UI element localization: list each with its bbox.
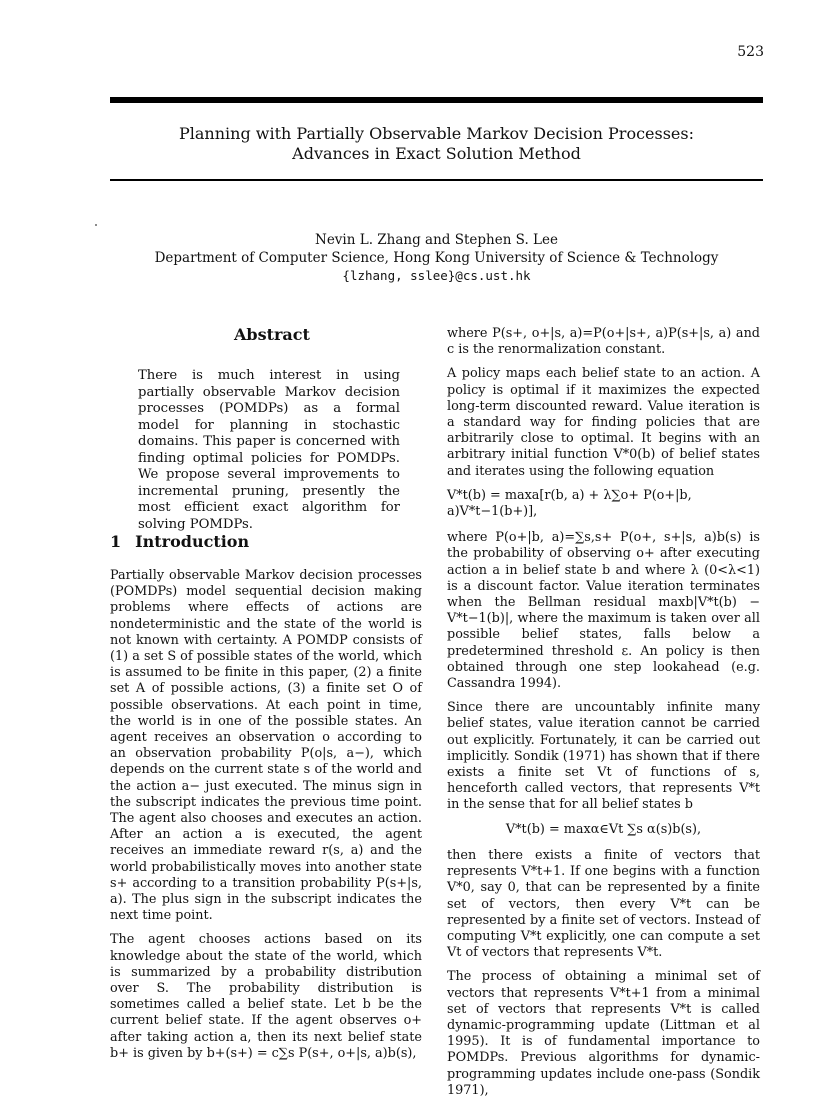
top-rule [110,97,763,103]
paragraph: A policy maps each belief state to an action. A policy is optimal if it maximizes the expected long-term discounted reward. Value iteration is a standard way for finding policies that are arbitrarily close to optimal. It begins with an arbitrary initial function V*0(b) of belief states and iterates using the following equation [447,366,760,479]
abstract-text: There is much interest in using partially observable Markov decision processes (POMDPs) as a formal model for planning in stochastic domains. This paper is concerned with finding optimal policies for POMDPs. We propose several improvements to incremental pruning, presently the most efficient exact algorithm for solving POMDPs. [138,368,400,532]
right-column [447,326,760,1107]
left-column [110,568,422,1070]
paragraph: then there exists a finite of vectors that represents V*t+1. If one begins with a function V*0, say 0, that can be represented by a finite set of vectors, then every V*t can be represented by a finite set of vectors. Instead of computing V*t explicitly, one can compute a set Vt of vectors that represents V*t. [447,847,760,961]
paragraph: Since there are uncountably infinite many belief states, value iteration cannot be carried out explicitly. Fortunately, it can be carried out implicitly. Sondik (1971) has shown that if there exists a finite set Vt of functions of s, henceforth called vectors, that represents V*t in the sense that for all belief states b [447,700,760,813]
author-names: Nevin L. Zhang and Stephen S. Lee [315,232,558,248]
page-number: 523 [737,44,764,60]
section-heading-introduction [110,532,249,551]
paragraph: where P(o+|b, a)=∑s,s+ P(o+, s+|s, a)b(s) is the probability of observing o+ after executing action a in belief state b and where λ (0<λ<1) is a discount factor. Value iteration terminates when the Bellman residual maxb|V*t(b) − V*t−1(b)|, where the maximum is taken over all possible belief states, falls below a predetermined threshold ε. An policy is then obtained through one step lookahead (e.g. Cassandra 1994). [447,530,760,692]
paragraph: The process of obtaining a minimal set of vectors that represents V*t+1 from a minimal set of vectors that represents V*t is called dynamic-programming update (Littman et al 1995). It is of fundamental importance to POMDPs. Previous algorithms for dynamic-programming updates include one-pass (Sondik 1971), [447,969,760,1098]
paper-title [110,124,763,164]
title-line-2: Advances in Exact Solution Method [292,144,581,163]
paragraph: The agent chooses actions based on its knowledge about the state of the world, which is summarized by a probability distribution over S. The probability distribution is sometimes called a belief state. Let b be the current belief state. If the agent observes o+ after taking action a, then its next belief state b+ is given by b+(s+) = c∑s P(s+, o+|s, a)b(s), [110,932,422,1061]
title-line-1: Planning with Partially Observable Markov Decision Processes: [179,124,694,143]
section-title: Introduction [135,532,250,551]
email: {lzhang, sslee}@cs.ust.hk [342,268,531,283]
stray-dot [95,224,97,226]
author-block [110,231,763,285]
title-rule [110,179,763,181]
section-number: 1 [110,532,122,551]
abstract-heading: Abstract [234,325,310,344]
affiliation: Department of Computer Science, Hong Kong University of Science & Technology [154,250,719,266]
paragraph: where P(s+, o+|s, a)=P(o+|s+, a)P(s+|s, a) and c is the renormalization constant. [447,326,760,358]
paragraph: Partially observable Markov decision processes (POMDPs) model sequential decision making problems where effects of actions are nondeterministic and the state of the world is not known with certainty. A POMDP consists of (1) a set S of possible states of the world, which is assumed to be finite in this paper, (2) a finite set A of possible actions, (3) a finite set O of possible observations. At each point in time, the world is in one of the possible states. An agent receives an observation o according to an observation probability P(o|s, a−), which depends on the current state s of the world and the action a− just executed. The minus sign in the subscript indicates the previous time point. The agent also chooses and executes an action. After an action a is executed, the agent receives an immediate reward r(s, a) and the world probabilistically moves into another state s+ according to a transition probability P(s+|s, a). The plus sign in the subscript indicates the next time point. [110,568,422,924]
equation-value-iteration: V*t(b) = maxa[r(b, a) + λ∑o+ P(o+|b, a)V*t−1(b+)], [447,487,692,520]
equation-vector-representation: V*t(b) = maxα∈Vt ∑s α(s)b(s), [505,821,702,837]
